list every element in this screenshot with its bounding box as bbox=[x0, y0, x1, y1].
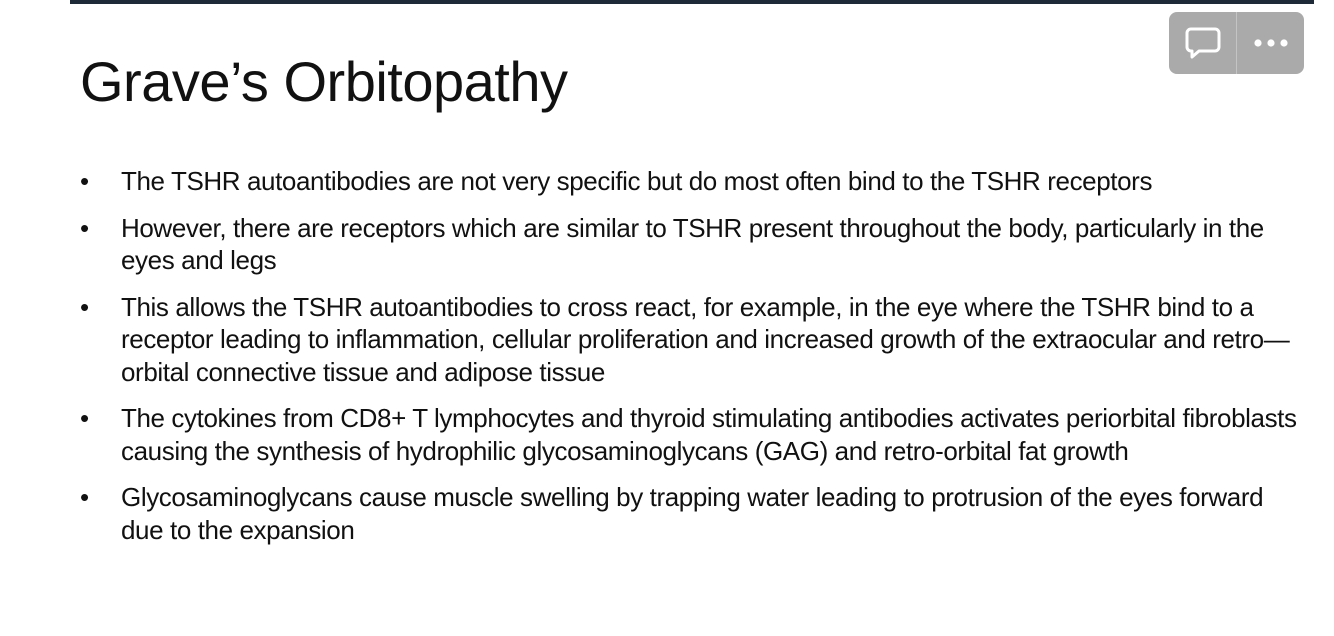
bullet-marker: • bbox=[80, 403, 90, 433]
slide-title: Grave’s Orbitopathy bbox=[80, 50, 568, 113]
bullet-marker: • bbox=[80, 212, 90, 243]
bullet-text: Glycosaminoglycans cause muscle swelling by trapping water leading to protrusion of the eyes forward due to the expansion bbox=[121, 482, 1264, 545]
bullet-list bbox=[80, 165, 1300, 560]
bullet-item bbox=[80, 481, 1300, 546]
bullet-marker: • bbox=[80, 291, 90, 322]
ellipsis-icon bbox=[1253, 38, 1289, 48]
more-options-button[interactable] bbox=[1236, 12, 1304, 74]
bullet-text: The cytokines from CD8+ T lymphocytes and thyroid stimulating antibodies activates periorbital fibroblasts causing the synthesis of hydrophilic glycosaminoglycans (GAG) and retro-orbital fat growth bbox=[121, 403, 1297, 466]
bullet-text: This allows the TSHR autoantibodies to cross react, for example, in the eye where the TSHR bind to a receptor leading to inflammation, cellular proliferation and increased growth of the extraocular and retro—orbital connective tissue and adipose tissue bbox=[121, 291, 1290, 387]
bullet-item bbox=[80, 291, 1300, 389]
speech-bubble-icon bbox=[1185, 26, 1221, 60]
floating-toolbar bbox=[1169, 12, 1304, 74]
bullet-item bbox=[80, 402, 1300, 467]
top-divider bbox=[70, 0, 1314, 4]
bullet-text: However, there are receptors which are similar to TSHR present throughout the body, particularly in the eyes and legs bbox=[121, 212, 1264, 275]
comment-button[interactable] bbox=[1169, 12, 1236, 74]
bullet-marker: • bbox=[80, 166, 90, 196]
bullet-marker: • bbox=[80, 482, 90, 512]
bullet-text: The TSHR autoantibodies are not very specific but do most often bind to the TSHR receptors bbox=[121, 166, 1153, 196]
bullet-item bbox=[80, 165, 1300, 198]
bullet-item bbox=[80, 212, 1300, 277]
